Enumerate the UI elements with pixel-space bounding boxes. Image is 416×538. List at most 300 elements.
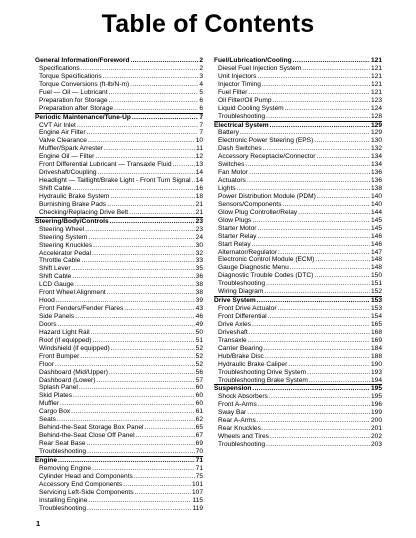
dot-leader [92,465,195,473]
toc-entry-title: Front Wheel Alignment [39,289,106,297]
dot-leader [298,209,370,217]
toc-entry [35,440,203,448]
toc-entry [35,289,203,297]
toc-entry-page: 7 [199,129,203,137]
dot-leader [87,448,195,456]
toc-entry-page: 140 [370,192,382,200]
dot-leader [123,481,191,489]
dot-leader [98,169,195,177]
toc-entry [214,361,382,369]
toc-entry-page: 146 [370,232,382,240]
toc-entry [214,313,382,321]
toc-entry [35,305,203,313]
dot-leader [192,177,195,185]
toc-entry [35,137,203,145]
toc-entry [214,201,382,209]
toc-entry-page: 201 [370,425,382,433]
toc-entry-title: Preparation after Storage [39,104,114,112]
toc-entry-page: 121 [370,64,382,72]
toc-entry-title: Fuel/Lubrication/Cooling [214,57,292,64]
toc-entry-page: 33 [195,257,203,265]
toc-entry-page: 56 [195,368,203,376]
toc-entry [35,313,203,321]
toc-entry [35,400,203,408]
toc-entry-title: Behind-the-Seat Close Off Panel [39,432,135,440]
toc-entry [35,153,203,161]
toc-entry-title: Shift Cable [39,273,72,281]
dot-leader [266,441,370,449]
toc-entry [35,185,203,193]
toc-entry-page: 6 [199,104,203,112]
toc-entry-page: 153 [370,297,382,305]
toc-entry-page: 199 [370,409,382,417]
dot-leader [72,185,194,193]
toc-entry [214,409,382,417]
dot-leader [92,337,194,345]
toc-entry [35,97,203,105]
dot-leader [247,177,370,185]
dot-leader [103,73,199,81]
toc-entry [35,193,203,201]
dot-leader [87,505,191,513]
dot-leader [314,137,370,145]
toc-entry-page: 130 [370,137,382,145]
toc-entry-title: Engine Oil — Filter [39,153,95,161]
toc-entry-page: 49 [195,320,203,328]
toc-entry-page: 115 [192,496,203,504]
toc-entry [35,497,203,505]
toc-entry-title: Drive Axles [218,320,251,328]
dot-leader [58,457,195,465]
toc-entry-title: Floor [39,360,55,368]
dot-leader [266,280,370,288]
toc-entry-page: 7 [199,113,203,121]
toc-entry-page: 2 [199,57,203,64]
dot-leader [285,105,370,113]
dot-leader [75,281,195,289]
toc-entry [214,288,382,296]
toc-entry-title: Troubleshooting [218,441,266,448]
dot-leader [129,209,195,217]
toc-entry [214,105,382,113]
toc-entry-page: 60 [195,400,203,408]
toc-entry [35,226,203,234]
toc-section-heading [214,121,382,130]
toc-entry-title: Starter Motor [218,224,257,232]
dot-leader [91,329,195,337]
dot-leader [282,201,370,209]
toc-entry [35,161,203,169]
dot-leader [262,425,370,433]
toc-entry-page: 12 [195,153,203,161]
toc-entry-title: Throttle Cable [39,257,81,265]
toc-entry [214,73,382,81]
toc-entry [35,481,203,489]
toc-entry-page: 5 [199,88,203,96]
toc-entry-page: 101 [191,480,203,488]
toc-entry [35,234,203,242]
dot-leader [245,161,370,169]
toc-entry-page: 107 [191,488,203,496]
toc-entry-page: 195 [370,385,382,393]
dot-leader [55,361,195,369]
toc-entry [214,425,382,433]
toc-entry-page: 129 [370,129,382,137]
toc-entry-title: Splash Panel [39,384,78,392]
dot-leader [77,122,198,130]
toc-entry [214,185,382,193]
toc-entry-title: Dash Switches [218,145,262,153]
toc-entry-title: Front Bumper [39,352,80,360]
toc-entry [214,161,382,169]
toc-entry-title: Power Distribution Module (PDM) [218,192,316,200]
toc-entry-page: 152 [370,288,382,296]
toc-entry-page: 138 [370,185,382,192]
toc-entry-title: Front Differential Lubricant — Transaxle Fluid [39,161,172,169]
toc-entry [214,145,382,153]
dot-leader [315,256,370,264]
toc-entry-title: Front Differential [218,313,267,320]
toc-entry [35,257,203,265]
toc-entry [35,169,203,177]
toc-entry [35,465,203,473]
dot-leader [278,249,370,257]
toc-entry-page: 188 [370,352,382,360]
toc-entry-page: 14 [195,177,203,185]
toc-entry [35,145,203,153]
toc-entry [35,297,203,305]
toc-entry-page: 165 [370,320,382,328]
toc-entry-title: Front A-Arms [218,401,257,409]
toc-entry [214,280,382,288]
toc-entry-page: 35 [195,265,203,273]
toc-entry [214,249,382,257]
toc-entry-page: 62 [195,416,203,424]
toc-entry-title: Side Panels [39,313,75,320]
dot-leader [87,129,199,137]
toc-entry-page: 60 [195,384,203,392]
dot-leader [134,473,195,481]
toc-entry [35,122,203,130]
dot-leader [302,65,370,73]
dot-leader [88,234,194,242]
toc-entry [214,217,382,225]
toc-entry-page: 136 [370,169,382,177]
toc-entry-title: Electrical System [214,121,269,129]
toc-entry-page: 60 [195,392,203,400]
dot-leader [288,361,370,369]
toc-entry-title: Shift Lever [39,265,71,273]
toc-entry-title: Hydraulic Brake Caliper [218,360,288,368]
toc-entry [35,250,203,258]
toc-entry [214,97,382,105]
dot-leader [88,497,191,505]
dot-leader [104,145,195,153]
toc-entry-page: 145 [370,224,382,232]
toc-entry-page: 195 [370,393,382,401]
toc-entry-page: 23 [195,217,203,225]
toc-entry-title: Wiring Diagram [218,288,264,296]
toc-entry-page: 121 [370,80,382,88]
toc-entry-title: Liquid Cooling System [218,104,284,112]
toc-entry [214,417,382,425]
toc-entry [35,177,203,185]
toc-entry-title: Hood [39,297,55,305]
toc-entry-title: Dashboard (Lower) [39,376,96,384]
toc-section-heading [214,384,382,393]
toc-entry-title: Troubleshooting Drive System [218,368,307,376]
toc-entry-page: 24 [195,233,203,241]
toc-entry-page: 190 [370,360,382,368]
dot-leader [263,145,370,153]
dot-leader [130,81,198,89]
dot-leader [109,97,199,105]
toc-entry-page: 147 [370,248,382,256]
toc-entry-title: CVT Air Inlet [39,121,76,129]
toc-entry-page: 36 [195,273,203,281]
toc-section-heading [35,456,203,465]
dot-leader [257,417,370,425]
toc-entry-title: Lights [218,185,236,192]
toc-entry [214,345,382,353]
toc-entry-page: 119 [192,504,203,512]
toc-entry [35,65,203,73]
toc-entry [214,441,382,449]
toc-entry-page: 7 [199,121,203,129]
toc-entry-page: 23 [195,225,203,233]
toc-entry [35,329,203,337]
toc-entry-page: 6 [199,96,203,104]
toc-entry [35,353,203,361]
dot-leader [107,201,195,209]
toc-entry-title: Cargo Box [39,408,71,416]
toc-entry-page: 151 [370,280,382,288]
toc-entry [214,353,382,361]
toc-entry-title: Seats [39,416,56,424]
toc-entry-page: 200 [370,417,382,425]
dot-leader [269,393,370,401]
toc-entry-title: Drive System [214,297,256,305]
toc-entry-title: Steering System [39,233,88,241]
toc-entry [35,448,203,456]
toc-entry-page: 50 [195,328,203,336]
toc-entry [214,113,382,121]
toc-entry-title: Burnishing Brake Pads [39,200,107,208]
toc-entry-title: Electronic Control Module (ECM) [218,256,315,264]
toc-entry-title: Troubleshooting [39,504,87,512]
toc-entry-page: 52 [195,352,203,360]
toc-entry-page: 30 [195,241,203,249]
toc-entry-page: 146 [370,240,382,248]
toc-entry-title: Preparation for Storage [39,96,108,104]
toc-entry-title: Removing Engine [39,464,92,472]
toc-entry-title: Shift Cable [39,185,72,192]
toc-entry [35,408,203,416]
toc-entry-title: Headlight — Taillight/Brake Light - Front Turn Signal [39,177,191,185]
toc-entry-page: 202 [370,433,382,441]
toc-entry-page: 150 [370,272,382,280]
toc-entry-page: 57 [195,376,203,384]
toc-entry [214,393,382,401]
toc-entry-page: 121 [370,72,382,80]
dot-leader [307,369,370,377]
dot-leader [81,65,199,73]
dot-leader [317,153,370,161]
dot-leader [79,384,195,392]
dot-leader [135,489,191,497]
toc-entry [214,129,382,137]
toc-entry-page: 196 [370,401,382,409]
toc-entry [214,169,382,177]
dot-leader [262,81,370,89]
toc-entry-title: Front Fenders/Fender Flares [39,305,124,313]
toc-entry-page: 132 [370,145,382,153]
toc-entry [214,272,382,280]
toc-entry-page: 38 [195,281,203,289]
dot-leader [109,369,195,377]
toc-entry-page: 140 [370,200,382,208]
toc-entry-page: 39 [195,297,203,305]
toc-entry-title: Specifications [39,64,80,72]
toc-entry-title: Start Relay [218,240,251,248]
dot-leader [93,242,195,250]
toc-entry-page: 153 [370,305,382,313]
toc-entry-title: Sensors/Components [218,200,282,208]
toc-entry [214,369,382,377]
toc-entry [214,264,382,272]
toc-entry-page: 21 [195,200,203,208]
toc-entry-title: Muffler/Spark Arrester [39,145,104,153]
dot-leader [110,218,195,226]
toc-entry-page: 32 [195,249,203,257]
dot-leader [72,273,194,281]
toc-entry-title: Rear Knuckles [218,425,261,433]
dot-leader [258,401,370,409]
toc-entry-page: 10 [195,137,203,145]
dot-leader [114,105,198,113]
toc-entry [35,73,203,81]
toc-entry-title: LCD Gauge [39,281,74,289]
toc-entry-title: Windshield (if equipped) [39,344,110,352]
toc-entry-title: Fuel — Oil — Lubricant [39,88,108,96]
toc-entry-title: Periodic Maintenance/Tune-Up [35,113,131,121]
toc-entry-page: 148 [370,264,382,272]
toc-entry [214,329,382,337]
toc-entry-title: Troubleshooting [39,447,87,455]
dot-leader [252,217,370,225]
toc-entry-title: Hydraulic Brake System [39,192,110,200]
dot-leader [240,129,370,137]
dot-leader [96,377,194,385]
toc-entry [214,65,382,73]
toc-entry-title: Diagnostic Trouble Codes (DTC) [218,272,314,280]
toc-entry-page: 70 [195,447,203,455]
toc-section-heading [214,57,382,65]
dot-leader [136,432,195,440]
toc-entry-page: 129 [370,121,382,129]
toc-entry [214,137,382,145]
toc-entry-title: Driveshaft/Coupling [39,169,97,177]
toc-entry-title: Behind-the-Seat Storage Box Panel [39,424,144,432]
toc-entry-page: 194 [370,376,382,384]
toc-entry [214,433,382,441]
toc-entry [214,337,382,345]
toc-entry-title: Sway Bar [218,409,247,417]
toc-entry-title: Servicing Left-Side Components [39,488,134,496]
toc-entry-title: Checking/Replacing Drive Belt [39,208,129,216]
toc-entry-page: 124 [370,104,382,112]
toc-entry-title: Rear A-Arms [218,417,256,425]
toc-entry-title: Hub/Brake Disc [218,352,264,360]
toc-entry-title: Front Drive Actuator [218,305,277,313]
dot-leader [85,226,195,234]
dot-leader [249,329,370,337]
toc-entry [35,489,203,497]
dot-leader [270,433,370,441]
toc-entry-title: Rear Seat Base [39,440,86,447]
dot-leader [266,113,370,121]
toc-entry-title: Hazard Light Rail [39,328,90,336]
toc-entry-page: 46 [195,313,203,320]
toc-entry-page: 148 [370,256,382,264]
dot-leader [95,153,194,161]
dot-leader [257,233,370,241]
toc-entry-page: 121 [370,57,382,64]
toc-entry-title: Accessory Receptacle/Connector [218,153,316,161]
toc-entry-title: Glow Plug Controller/Relay [218,208,298,216]
toc-entry-title: Doors [39,320,57,328]
toc-entry-title: Fuel Filter [218,88,248,96]
toc-entry-title: Dashboard (Mid/Upper) [39,368,108,376]
toc-entry [35,321,203,329]
toc-entry-title: Troubleshooting Brake System [218,376,308,384]
dot-leader [58,321,195,329]
toc-section-heading [35,217,203,226]
toc-entry-page: 4 [199,80,203,88]
dot-leader [247,409,370,417]
toc-entry-page: 61 [195,408,203,416]
toc-entry-page: 144 [370,208,382,216]
dot-leader [252,385,370,393]
dot-leader [88,137,195,145]
toc-entry-page: 67 [195,432,203,440]
toc-entry-title: Transaxle [218,336,247,344]
toc-entry-page: 184 [370,344,382,352]
toc-entry-title: Muffler [39,400,60,408]
toc-entry [35,105,203,113]
toc-entry [35,369,203,377]
toc-entry [35,129,203,137]
toc-entry-page: 2 [199,64,203,72]
toc-entry-page: 193 [370,368,382,376]
toc-entry-title: Engine Air Filter [39,129,86,137]
dot-leader [107,289,195,297]
dot-leader [278,305,370,313]
toc-entry-page: 13 [195,161,203,169]
dot-leader [124,305,194,313]
dot-leader [87,440,195,448]
toc-entry [35,424,203,432]
dot-leader [265,353,370,361]
toc-entry-title: Cylinder Head and Components [39,472,133,480]
toc-entry-page: 71 [195,456,203,464]
toc-entry [214,177,382,185]
toc-entry-title: Suspension [214,385,252,393]
toc-entry [35,473,203,481]
dot-leader [314,272,370,280]
toc-entry-page: 71 [195,464,203,472]
toc-entry-page: 145 [370,216,382,224]
